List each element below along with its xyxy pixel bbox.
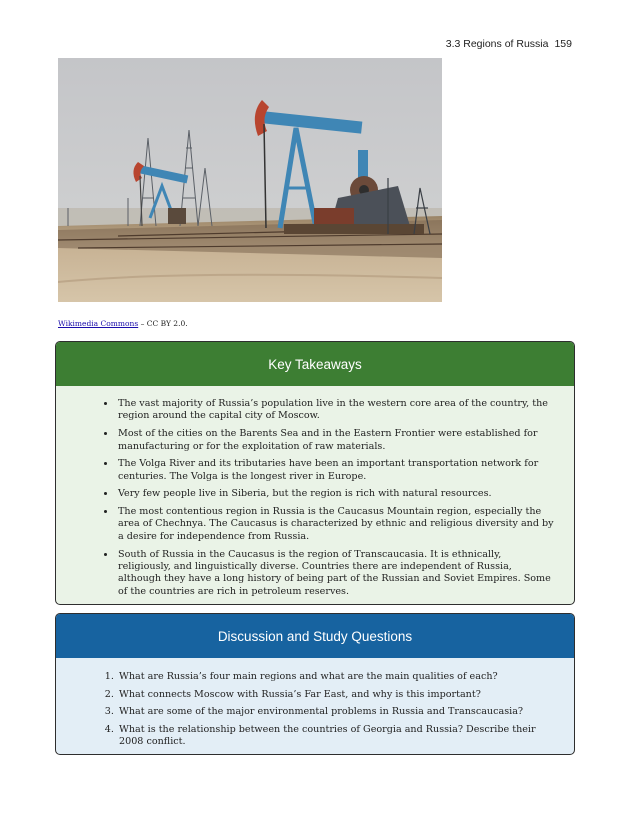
key-takeaways-list <box>56 398 574 598</box>
list-item: 3. What are some of the major environmental problems in Russia and Transcaucasia? <box>117 706 556 718</box>
page-number: 159 <box>554 38 572 50</box>
list-item: 1. What are Russia’s four main regions and what are the main qualities of each? <box>117 671 556 683</box>
list-item: • South of Russia in the Caucasus is the region of Transcaucasia. It is ethnically, religiously, and linguistically diverse. Countries there are independent of Russia, although they have a long history of being part of the Russian and Soviet Empires. Some of the countries are rich in petroleum reserves. <box>116 549 556 599</box>
list-item: • The most contentious region in Russia is the Caucasus Mountain region, especially the area of Chechnya. The Caucasus is characterized by ethnic and religious diversity and by a desire for independence from Russia. <box>116 506 556 543</box>
credit-license: – CC BY 2.0. <box>138 319 188 328</box>
list-item: • Very few people live in Siberia, but the region is rich with natural resources. <box>116 488 556 500</box>
list-item: • The vast majority of Russia’s population live in the western core area of the country, the region around the capital city of Moscow. <box>116 398 556 423</box>
oil-field-illustration <box>58 58 442 302</box>
discussion-questions-title: Discussion and Study Questions <box>56 614 574 658</box>
section-title: 3.3 Regions of Russia <box>445 38 549 50</box>
running-header <box>446 38 572 50</box>
key-takeaways-box <box>55 341 575 605</box>
list-item: 4. What is the relationship between the countries of Georgia and Russia? Describe their 2008 conflict. <box>117 724 556 749</box>
image-credit <box>58 319 188 328</box>
credit-link[interactable]: Wikimedia Commons <box>58 319 139 328</box>
list-item: • Most of the cities on the Barents Sea and in the Eastern Frontier were established for manufacturing or for the exploitation of raw materials. <box>116 428 556 453</box>
discussion-questions-box <box>55 613 575 755</box>
list-item: 2. What connects Moscow with Russia’s Far East, and why is this important? <box>117 689 556 701</box>
key-takeaways-title: Key Takeaways <box>56 342 574 386</box>
oil-field-photo <box>58 58 442 302</box>
list-item: • The Volga River and its tributaries have been an important transportation network for centuries. The Volga is the longest river in Europe. <box>116 458 556 483</box>
discussion-questions-list <box>56 671 574 749</box>
